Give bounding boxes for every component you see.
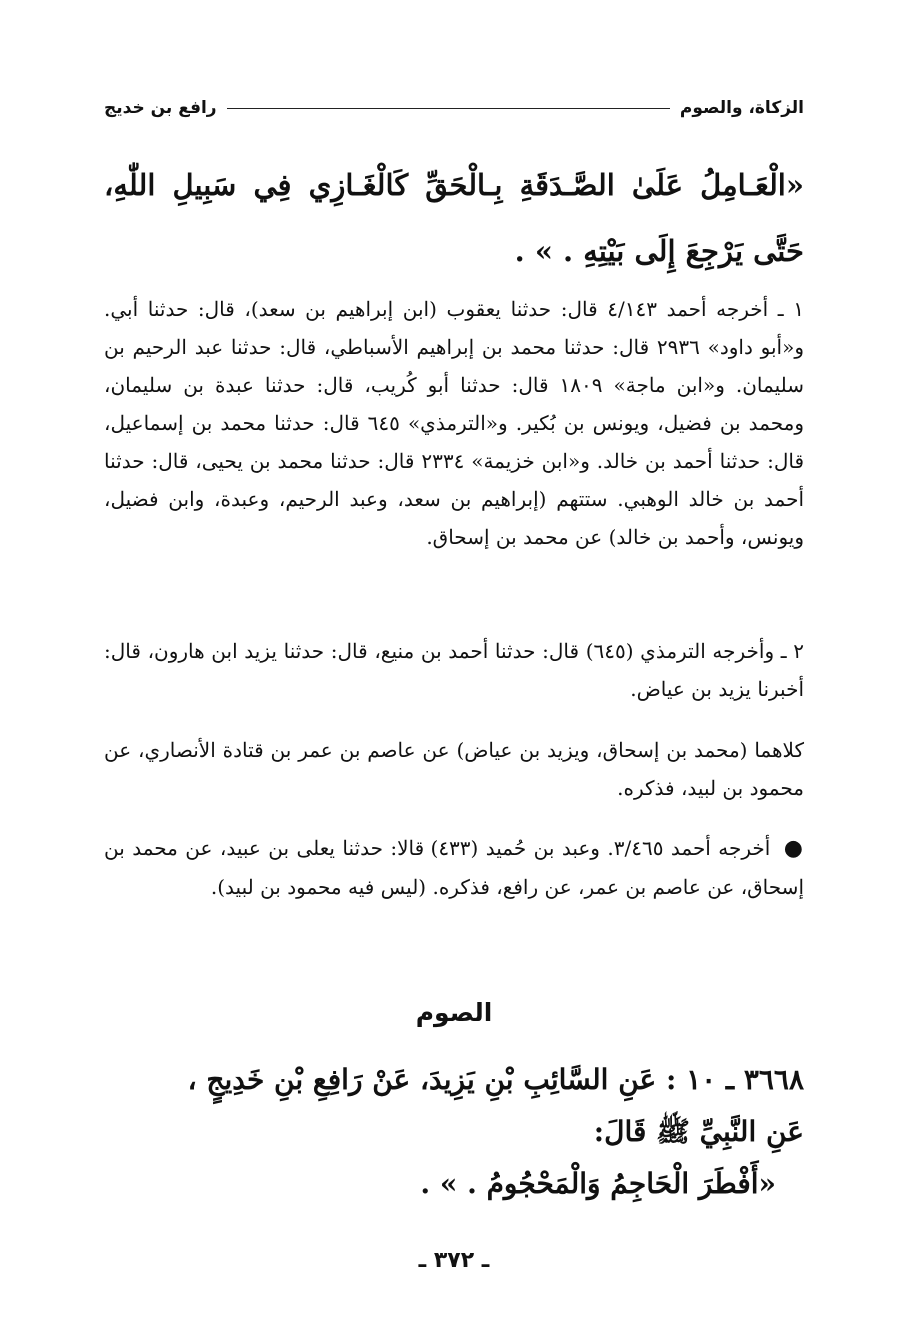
bullet-icon: ● bbox=[783, 836, 805, 861]
page-number: ـ ٣٧٢ ـ bbox=[418, 1248, 490, 1273]
section-title: الصوم bbox=[415, 998, 493, 1027]
takhrij-note-2: ٢ ـ وأخرجه الترمذي (٦٤٥) قال: حدثنا أحمد بن منيع، قال: حدثنا يزيد ابن هارون، قال: أخبرنا يزيد بن عياض. bbox=[104, 639, 804, 701]
takhrij-note-1: ١ ـ أخرجه أحمد ٤/١٤٣ قال: حدثنا يعقوب (ابن إبراهيم بن سعد)، قال: حدثنا أبي. و«أبو داود» ٢٩٣٦ قال: حدثنا محمد بن إبراهيم الأسباطي، قال: حدثنا عبد الرحيم بن سليمان. و«ابن ماجة» ١٨٠٩ قال: حدثنا أبو كُريب، قال: حدثنا عبدة بن سليمان، ومحمد بن فضيل، ويونس بن بُكير. و«الترمذي» ٦٤٥ قال: حدثنا محمد بن إسماعيل، قال: حدثنا أحمد بن خالد. و«ابن خزيمة» ٢٣٣٤ قال: حدثنا محمد بن يحيى، قال: حدثنا أحمد بن خالد الوهبي. ستتهم (إبراهيم بن سعد، وعبد الرحيم، وعبدة، وابن فضيل، ويونس، وأحمد بن خالد) عن محمد بن إسحاق. bbox=[104, 297, 805, 549]
hadith-entry-line-2: عَنِ النَّبِيِّ ﷺ قَالَ: bbox=[593, 1115, 804, 1148]
hadith-entry bbox=[104, 1054, 804, 1210]
running-header bbox=[104, 88, 804, 128]
header-rule bbox=[227, 108, 670, 109]
takhrij-note-4-text: أخرجه أحمد ٣/٤٦٥. وعبد بن حُميد (٤٣٣) قالا: حدثنا يعلى بن عبيد، عن محمد بن إسحاق، عن عاصم بن عمر، عن رافع، فذكره. (ليس فيه محمود بن لبيد). bbox=[104, 836, 804, 899]
hadith-entry-line-1: ٣٦٦٨ ـ ١٠ : عَنِ السَّائِبِ بْنِ يَزِيدَ، عَنْ رَافِعِ بْنِ خَدِيجٍ ، bbox=[187, 1063, 804, 1096]
hadith-entry-line-3: «أَفْطَرَ الْحَاجِمُ وَالْمَحْجُومُ . » . bbox=[420, 1167, 776, 1200]
takhrij-note-4 bbox=[104, 829, 804, 906]
header-narrator: رافع بن خديج bbox=[104, 98, 217, 118]
header-chapter: الزكاة، والصوم bbox=[679, 98, 804, 118]
takhrij-note-3: كلاهما (محمد بن إسحاق، ويزيد بن عياض) عن عاصم بن عمر بن قتادة الأنصاري، عن محمود بن لبيد، فذكره. bbox=[104, 738, 804, 800]
hadith-text: «الْعَـامِلُ عَلَىٰ الصَّـدَقَةِ بِـالْحَقِّ كَالْغَـازِي فِي سَبِيلِ اللّٰهِ، حَتَّى يَرْجِعَ إِلَى بَيْتِهِ . » . bbox=[104, 168, 804, 268]
